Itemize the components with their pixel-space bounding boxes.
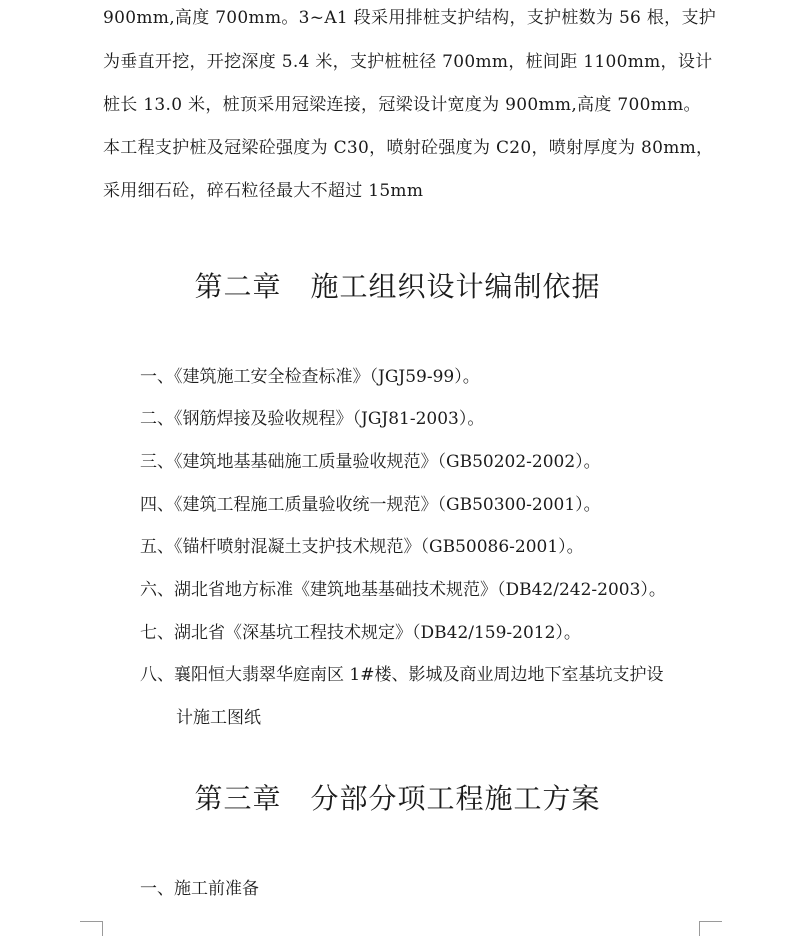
chapter-2-title: 第二章 施工组织设计编制依据 xyxy=(194,270,601,303)
reference-item-3: 三、《建筑地基基础施工质量验收规范》（GB50202-2002）。 xyxy=(140,452,601,472)
margin-corner-mark-left xyxy=(80,921,103,936)
chapter-3-title: 第三章 分部分项工程施工方案 xyxy=(194,782,601,815)
reference-item-5: 五、《锚杆喷射混凝土支护技术规范》（GB50086-2001）。 xyxy=(140,537,584,557)
intro-line-3: 桩长 13.0 米，桩顶采用冠梁连接，冠梁设计宽度为 900mm,高度 700mm。 xyxy=(103,95,701,115)
intro-line-5: 采用细石砼，碎石粒径最大不超过 15mm xyxy=(103,181,424,201)
reference-item-4: 四、《建筑工程施工质量验收统一规范》（GB50300-2001）。 xyxy=(140,495,601,515)
reference-item-7: 七、湖北省《深基坑工程技术规定》（DB42/159-2012）。 xyxy=(140,623,581,643)
reference-item-8: 八、襄阳恒大翡翠华庭南区 1#楼、影城及商业周边地下室基坑支护设 xyxy=(140,665,664,685)
reference-item-8-continuation: 计施工图纸 xyxy=(176,708,261,728)
intro-line-1: 900mm,高度 700mm。3~A1 段采用排桩支护结构，支护桩数为 56 根，支护 xyxy=(103,8,717,28)
section-item-1: 一、施工前准备 xyxy=(140,879,259,899)
reference-item-6: 六、湖北省地方标准《建筑地基基础技术规范》（DB42/242-2003）。 xyxy=(140,580,666,600)
margin-corner-mark-right xyxy=(699,921,722,936)
intro-line-4: 本工程支护桩及冠梁砼强度为 C30，喷射砼强度为 C20，喷射厚度为 80mm， xyxy=(103,138,714,158)
intro-line-2: 为垂直开挖，开挖深度 5.4 米，支护桩桩径 700mm，桩间距 1100mm，设计 xyxy=(103,52,713,72)
reference-item-1: 一、《建筑施工安全检查标准》（JGJ59-99）。 xyxy=(140,367,480,387)
reference-item-2: 二、《钢筋焊接及验收规程》（JGJ81-2003）。 xyxy=(140,409,485,429)
